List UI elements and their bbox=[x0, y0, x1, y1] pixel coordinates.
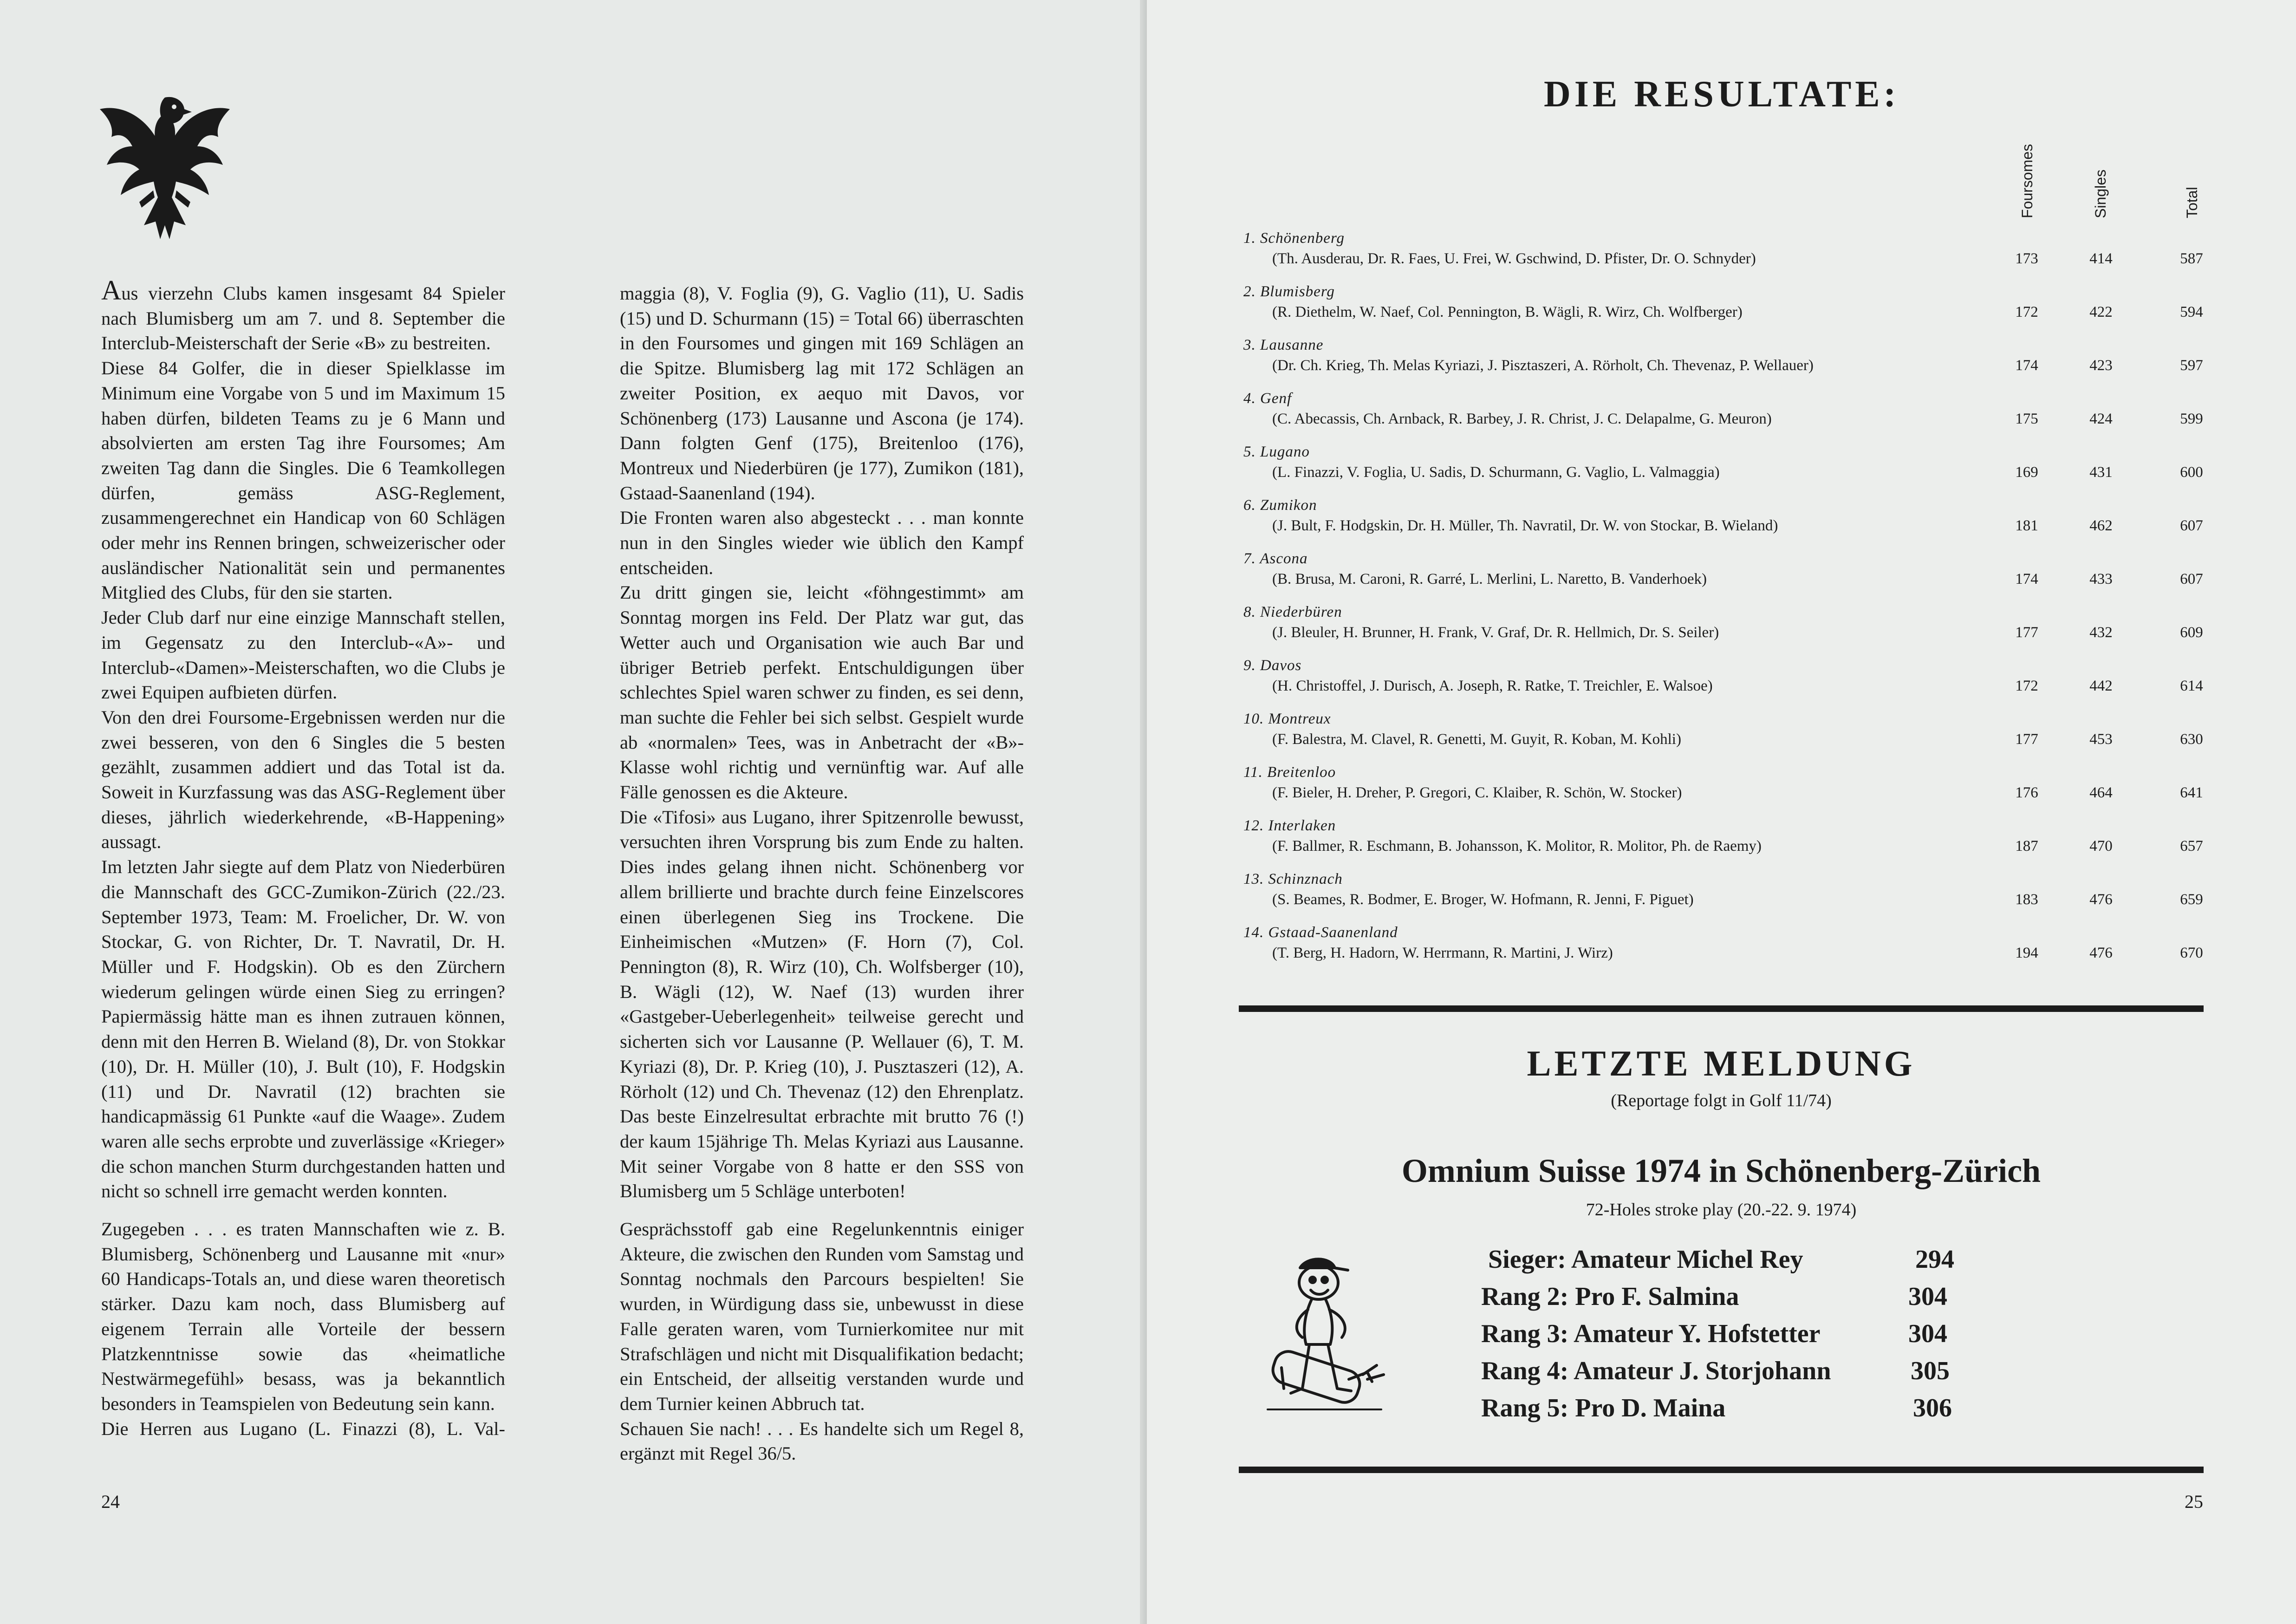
total-score: 659 bbox=[2180, 891, 2203, 908]
singles-score: 476 bbox=[2089, 891, 2113, 908]
left-page bbox=[0, 0, 1147, 1624]
article-paragraph: Von den drei Foursome-Ergebnissen werden nur die zwei besseren, von den 6 Singles die 5 besten gezählt, zusammen addiert und das Total ist da. Soweit in Kurzfassung was das ASG-Reglement über dieses, jährlich wiederkehrende, «B-Happening» aussagt. bbox=[101, 706, 505, 853]
club-name: 9. Davos bbox=[1243, 657, 1302, 674]
singles-score: 464 bbox=[2089, 784, 2113, 801]
player-list: (J. Bult, F. Hodgskin, Dr. H. Müller, Th. Navratil, Dr. W. von Stockar, B. Wieland) bbox=[1272, 517, 1778, 534]
club-name: 3. Lausanne bbox=[1243, 337, 1324, 353]
news-title: LETZTE MELDUNG bbox=[1527, 1043, 1916, 1083]
article-column-1 bbox=[101, 275, 505, 1441]
table-row bbox=[1235, 604, 2219, 657]
club-name: 1. Schönenberg bbox=[1243, 230, 1345, 247]
table-row bbox=[1235, 871, 2219, 924]
winner-name: Rang 4: Amateur J. Storjohann bbox=[1481, 1357, 1831, 1385]
table-row bbox=[1235, 817, 2219, 871]
player-list: (H. Christoffel, J. Durisch, A. Joseph, R. Ratke, T. Treichler, E. Walsoe) bbox=[1272, 678, 1713, 694]
total-score: 594 bbox=[2180, 304, 2203, 320]
page-number-right: 25 bbox=[2185, 1491, 2203, 1512]
article-paragraph: Aus vierzehn Clubs kamen insgesamt 84 Spieler nach Blumisberg um am 7. und 8. September die Interclub-Meisterschaft der Serie «B» zu bestreiten. bbox=[101, 275, 505, 354]
winner-name: Rang 5: Pro D. Maina bbox=[1481, 1394, 1726, 1422]
total-score: 597 bbox=[2180, 357, 2203, 374]
singles-score: 476 bbox=[2089, 945, 2113, 961]
table-row bbox=[1235, 657, 2219, 711]
singles-score: 442 bbox=[2089, 678, 2113, 694]
article-paragraph: Diese 84 Golfer, die in dieser Spielklasse im Minimum eine Vorgabe von 5 und im Maximum 15 haben dürfen, bildeten Teams zu je 6 Mann und absolvierten am ersten Tag ihre Foursomes; Am zweiten Tag dann die Singles. Die 6 Teamkollegen dürfen, gemäss ASG-Reglement, zusammengerechnet ein Handicap von 60 Schlägen oder mehr ins Rennen bringen, schweizerischer oder ausländischer Nationalität sein und permanentes Mitglied des Clubs, für den sie starten. bbox=[101, 358, 505, 603]
eagle-crest-icon bbox=[95, 86, 234, 253]
total-score: 670 bbox=[2180, 945, 2203, 961]
total-score: 600 bbox=[2180, 464, 2203, 481]
winner-name: Rang 2: Pro F. Salmina bbox=[1481, 1282, 1739, 1311]
foursomes-score: 172 bbox=[2015, 304, 2038, 320]
list-item bbox=[1481, 1393, 1990, 1430]
article-paragraph: Gesprächsstoff gab eine Regelunkenntnis einiger Akteure, die zwischen den Runden vom Samstag und Sonntag nochmals den Parcours bespielten! Sie wurden, in Würdigung dass sie, unbewusst in diese Falle geraten waren, vom Turnierkomitee nur mit Strafschlägen und nicht mit Disqualifikation bedacht; ein Entscheid, der allseitig verstanden wurde und dem Turnier keinen Abbruch tat. bbox=[620, 1219, 1024, 1414]
player-list: (F. Bieler, H. Dreher, P. Gregori, C. Klaiber, R. Schön, W. Stocker) bbox=[1272, 784, 1682, 801]
total-score: 657 bbox=[2180, 838, 2203, 854]
column-header-singles: Singles bbox=[2092, 170, 2109, 218]
total-score: 607 bbox=[2180, 571, 2203, 587]
club-name: 2. Blumisberg bbox=[1243, 283, 1335, 300]
article-paragraph: Die Herren aus Lugano (L. Finazzi (8), L. Val- bbox=[101, 1418, 505, 1439]
winner-score: 306 bbox=[1913, 1394, 1952, 1422]
club-name: 7. Ascona bbox=[1243, 550, 1308, 567]
club-name: 12. Interlaken bbox=[1243, 817, 1336, 834]
foursomes-score: 176 bbox=[2015, 784, 2038, 801]
news-headline-subtitle: 72-Holes stroke play (20.-22. 9. 1974) bbox=[1586, 1200, 1857, 1220]
club-name: 14. Gstaad-Saanenland bbox=[1243, 924, 1398, 941]
divider-rule-bottom bbox=[1239, 1467, 2204, 1473]
dropcap-letter: A bbox=[101, 275, 122, 306]
table-row bbox=[1235, 283, 2219, 337]
singles-score: 432 bbox=[2089, 624, 2113, 641]
list-item bbox=[1481, 1282, 1990, 1319]
club-name: 10. Montreux bbox=[1243, 711, 1331, 727]
winners-list bbox=[1481, 1245, 1990, 1430]
foursomes-score: 187 bbox=[2015, 838, 2038, 854]
column-header-total: Total bbox=[2184, 187, 2200, 218]
table-row bbox=[1235, 390, 2219, 444]
table-row bbox=[1235, 230, 2219, 283]
winner-score: 304 bbox=[1908, 1319, 1947, 1348]
article-paragraph: Im letzten Jahr siegte auf dem Platz von Niederbüren die Mannschaft des GCC-Zumikon-Zürich (22./23. September 1973, Team: M. Froelicher, Dr. W. von Stockar, G. von Richter, Dr. T. Navratil, Dr. H. Müller und F. Hodgskin). Ob es den Zürchern wiederum gelingen würde einen Sieg zu erringen? Papiermässig hätte man es ihnen zutrauen können, denn mit den Herren B. Wieland (8), Dr. von Stokkar (10), Dr. H. Müller (10), J. Bult (10), F. Hodgskin (11) und Dr. Navratil (12) brachten sie handicapmässig 61 Punkte «auf die Waage». Zudem waren alle sechs erprobte und zuverlässige «Krieger» die schon manchen Sturm durchgestanden hatten und nicht so schnell irre gemacht werden konnten. bbox=[101, 856, 505, 1202]
foursomes-score: 183 bbox=[2015, 891, 2038, 908]
results-title: DIE RESULTATE: bbox=[1544, 74, 1900, 115]
total-score: 630 bbox=[2180, 731, 2203, 748]
singles-score: 462 bbox=[2089, 517, 2113, 534]
table-row bbox=[1235, 550, 2219, 604]
total-score: 587 bbox=[2180, 250, 2203, 267]
page-number-left: 24 bbox=[101, 1491, 120, 1512]
total-score: 614 bbox=[2180, 678, 2203, 694]
club-name: 8. Niederbüren bbox=[1243, 604, 1342, 620]
club-name: 6. Zumikon bbox=[1243, 497, 1317, 514]
player-list: (C. Abecassis, Ch. Arnback, R. Barbey, J. R. Christ, J. C. Delapalme, G. Meuron) bbox=[1272, 411, 1772, 427]
foursomes-score: 169 bbox=[2015, 464, 2038, 481]
foursomes-score: 174 bbox=[2015, 357, 2038, 374]
total-score: 607 bbox=[2180, 517, 2203, 534]
player-list: (F. Balestra, M. Clavel, R. Genetti, M. Guyit, R. Koban, M. Kohli) bbox=[1272, 731, 1681, 748]
news-subtitle: (Reportage folgt in Golf 11/74) bbox=[1611, 1091, 1832, 1110]
club-name: 4. Genf bbox=[1243, 390, 1292, 407]
player-list: (T. Berg, H. Hadorn, W. Herrmann, R. Martini, J. Wirz) bbox=[1272, 945, 1613, 961]
total-score: 641 bbox=[2180, 784, 2203, 801]
foursomes-score: 173 bbox=[2015, 250, 2038, 267]
club-name: 5. Lugano bbox=[1243, 444, 1310, 460]
article-paragraph: maggia (8), V. Foglia (9), G. Vaglio (11), U. Sadis (15) und D. Schurmann (15) = Total 66) überraschten in den Foursomes und gingen mit 169 Schlägen an die Spitze. Blumisberg lag mit 172 Schlägen an zweiter Position, ex aequo mit Davos, vor Schönenberg (173) Lausanne und Ascona (je 174). Dann folgten Genf (175), Breitenloo (176), Montreux und Niederbüren (je 177), Zumikon (181), Gstaad-Saanenland (194). bbox=[620, 283, 1024, 503]
winner-name: Sieger: Amateur Michel Rey bbox=[1488, 1245, 1803, 1274]
club-name: 13. Schinznach bbox=[1243, 871, 1343, 887]
table-row bbox=[1235, 497, 2219, 550]
player-list: (Th. Ausderau, Dr. R. Faes, U. Frei, W. Gschwind, D. Pfister, Dr. O. Schnyder) bbox=[1272, 250, 1756, 267]
table-row bbox=[1235, 444, 2219, 497]
singles-score: 431 bbox=[2089, 464, 2113, 481]
article-column-2 bbox=[620, 281, 1024, 1466]
foursomes-score: 181 bbox=[2015, 517, 2038, 534]
list-item bbox=[1488, 1245, 1990, 1282]
list-item bbox=[1481, 1319, 1990, 1356]
divider-rule-top bbox=[1239, 1005, 2204, 1012]
singles-score: 422 bbox=[2089, 304, 2113, 320]
winner-name: Rang 3: Amateur Y. Hofstetter bbox=[1481, 1319, 1821, 1348]
table-row bbox=[1235, 337, 2219, 390]
article-paragraph: Zugegeben . . . es traten Mannschaften wie z. B. Blumisberg, Schönenberg und Lausanne mit «nur» 60 Handicaps-Totals an, und diese waren theoretisch stärker. Dazu kam noch, dass Blumisberg auf eigenem Terrain alle Vorteile der bessern Platzkenntnisse sowie das «heimatliche Nestwärmegefühl» besass, was ja bekanntlich besonders in Teamspielen von Bedeutung sein kann. bbox=[101, 1219, 505, 1414]
foursomes-score: 194 bbox=[2015, 945, 2038, 961]
winner-score: 294 bbox=[1915, 1245, 1954, 1274]
total-score: 599 bbox=[2180, 411, 2203, 427]
total-score: 609 bbox=[2180, 624, 2203, 641]
singles-score: 470 bbox=[2089, 838, 2113, 854]
news-headline: Omnium Suisse 1974 in Schönenberg-Zürich bbox=[1401, 1152, 2041, 1189]
player-list: (L. Finazzi, V. Foglia, U. Sadis, D. Schurmann, G. Vaglio, L. Valmaggia) bbox=[1272, 464, 1720, 481]
results-table bbox=[1235, 230, 2219, 978]
table-row bbox=[1235, 711, 2219, 764]
foursomes-score: 172 bbox=[2015, 678, 2038, 694]
club-name: 11. Breitenloo bbox=[1243, 764, 1336, 781]
foursomes-score: 177 bbox=[2015, 624, 2038, 641]
article-paragraph: Die Fronten waren also abgesteckt . . . man konnte nun in den Singles wieder wie üblich den Kampf entscheiden. bbox=[620, 507, 1024, 578]
golfer-cartoon-icon bbox=[1256, 1249, 1391, 1426]
column-header-foursomes: Foursomes bbox=[2019, 143, 2036, 218]
player-list: (F. Ballmer, R. Eschmann, B. Johansson, K. Molitor, R. Molitor, Ph. de Raemy) bbox=[1272, 838, 1762, 854]
singles-score: 433 bbox=[2089, 571, 2113, 587]
player-list: (B. Brusa, M. Caroni, R. Garré, L. Merlini, L. Naretto, B. Vanderhoek) bbox=[1272, 571, 1707, 587]
player-list: (J. Bleuler, H. Brunner, H. Frank, V. Graf, Dr. R. Hellmich, Dr. S. Seiler) bbox=[1272, 624, 1719, 641]
singles-score: 414 bbox=[2089, 250, 2113, 267]
player-list: (S. Beames, R. Bodmer, E. Broger, W. Hofmann, R. Jenni, F. Piguet) bbox=[1272, 891, 1694, 908]
table-row bbox=[1235, 924, 2219, 978]
foursomes-score: 177 bbox=[2015, 731, 2038, 748]
article-paragraph: Jeder Club darf nur eine einzige Mannschaft stellen, im Gegensatz zu den Interclub-«A»- und Interclub-«Damen»-Meisterschaften, wo die Clubs je zwei Equipen aufbieten dürfen. bbox=[101, 607, 505, 703]
player-list: (Dr. Ch. Krieg, Th. Melas Kyriazi, J. Pisztaszeri, A. Rörholt, Ch. Thevenaz, P. Wellauer) bbox=[1272, 357, 1814, 374]
singles-score: 424 bbox=[2089, 411, 2113, 427]
foursomes-score: 175 bbox=[2015, 411, 2038, 427]
winner-score: 304 bbox=[1908, 1282, 1947, 1311]
foursomes-score: 174 bbox=[2015, 571, 2038, 587]
article-paragraph: Schauen Sie nach! . . . Es handelte sich um Regel 8, ergänzt mit Regel 36/5. bbox=[620, 1418, 1024, 1464]
singles-score: 423 bbox=[2089, 357, 2113, 374]
list-item bbox=[1481, 1356, 1990, 1393]
singles-score: 453 bbox=[2089, 731, 2113, 748]
article-paragraph: Zu dritt gingen sie, leicht «föhngestimmt» am Sonntag morgen ins Feld. Der Platz war gut, das Wetter auch und Organisation wie auch Bar und übriger Betrieb perfekt. Entschuldigungen über schlechtes Spiel waren schwer zu finden, es sei denn, man suchte die Fehler bei sich selbst. Gespielt wurde ab «normalen» Tees, was in Anbetracht der «B»-Klasse wohl richtig und vernünftig war. Auf alle Fälle genossen es die Akteure. bbox=[620, 582, 1024, 803]
table-row bbox=[1235, 764, 2219, 817]
winner-score: 305 bbox=[1911, 1357, 1950, 1385]
player-list: (R. Diethelm, W. Naef, Col. Pennington, B. Wägli, R. Wirz, Ch. Wolfberger) bbox=[1272, 304, 1743, 320]
article-paragraph: Die «Tifosi» aus Lugano, ihrer Spitzenrolle bewusst, versuchten ihren Vorsprung bis zum Ende zu halten. Dies indes gelang ihnen nicht. Schönenberg vor allem brillierte und brachte durch feine Einzelscores einen überlegenen Sieg ins Trockene. Die Einheimischen «Mutzen» (F. Horn (7), Col. Pennington (8), R. Wirz (10), Ch. Wolfsberger (10), B. Wägli (12), W. Naef (13) wurden ihrer «Gastgeber-Ueberlegenheit» teilweise gerecht und sicherten sich vor Lausanne (P. Wellauer (6), T. M. Kyriazi (8), Dr. P. Krieg (10), J. Pusztaszeri (12), A. Rörholt (12) und Ch. Thevenaz (12) den Ehrenplatz. Das beste Einzelresultat erbrachte mit brutto 76 (!) der kaum 15jährige Th. Melas Kyriazi aus Lausanne. Mit seiner Vorgabe von 8 hatte er den SSS von Blumisberg um 5 Schläge unterboten! bbox=[620, 806, 1024, 1202]
